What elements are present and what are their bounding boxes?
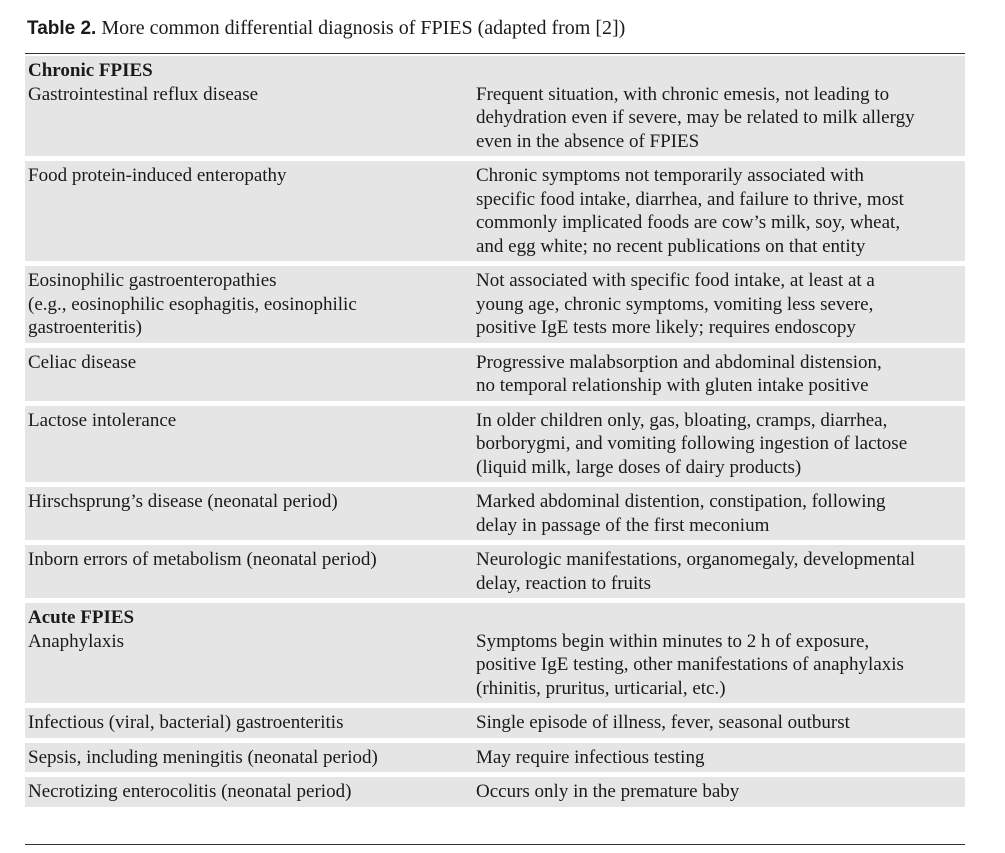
condition-cell xyxy=(28,490,458,514)
description-text: Frequent situation, with chronic emesis, not leading to xyxy=(476,83,890,105)
table-row xyxy=(25,56,965,156)
description-text: (liquid milk, large doses of dairy products) xyxy=(476,456,802,478)
table-row xyxy=(25,545,965,598)
description-text: (rhinitis, pruritus, urticarial, etc.) xyxy=(476,677,726,699)
condition-cell xyxy=(28,164,458,188)
condition-text: gastroenteritis) xyxy=(28,317,142,338)
condition-text: Celiac disease xyxy=(28,351,137,373)
table-row xyxy=(25,708,965,738)
condition-text: Inborn errors of metabolism (neonatal period) xyxy=(28,549,377,570)
table-row xyxy=(25,603,965,703)
condition-text: Lactose intolerance xyxy=(28,409,177,431)
description-text: In older children only, gas, bloating, cramps, diarrhea, xyxy=(476,409,888,431)
condition-cell xyxy=(28,548,458,572)
condition-text: Hirschsprung’s disease (neonatal period) xyxy=(28,491,338,512)
description-text: and egg white; no recent publications on that entity xyxy=(476,235,866,257)
description-text: Progressive malabsorption and abdominal distension, xyxy=(476,351,882,373)
table-label: Table 2. xyxy=(27,18,97,39)
condition-cell xyxy=(28,351,458,375)
condition-text: Sepsis, including meningitis (neonatal period) xyxy=(28,746,378,768)
description-text: Neurologic manifestations, organomegaly, developmental xyxy=(476,549,915,570)
table-caption xyxy=(27,14,977,43)
description-text: positive IgE testing, other manifestations of anaphylaxis xyxy=(476,654,904,675)
condition-text: Anaphylaxis xyxy=(28,630,125,652)
table-row xyxy=(25,487,965,540)
description-text: specific food intake, diarrhea, and failure to thrive, most xyxy=(476,188,904,210)
description-cell xyxy=(476,711,966,735)
table-row xyxy=(25,743,965,773)
table-row xyxy=(25,348,965,401)
description-text: young age, chronic symptoms, vomiting less severe, xyxy=(476,293,874,315)
description-cell xyxy=(476,164,966,258)
section-heading: Chronic FPIES xyxy=(28,60,153,81)
description-text: Occurs only in the premature baby xyxy=(476,781,740,802)
condition-text: Eosinophilic gastroenteropathies xyxy=(28,270,277,291)
condition-cell xyxy=(28,780,458,804)
table-row xyxy=(25,406,965,483)
description-text: Symptoms begin within minutes to 2 h of exposure, xyxy=(476,630,870,652)
condition-cell xyxy=(28,269,458,340)
description-cell xyxy=(476,746,966,770)
condition-cell xyxy=(28,746,458,770)
condition-text: Gastrointestinal reflux disease xyxy=(28,83,259,105)
description-text: Chronic symptoms not temporarily associated with xyxy=(476,165,864,186)
description-cell xyxy=(476,490,966,537)
description-cell xyxy=(476,630,966,701)
description-text: May require infectious testing xyxy=(476,746,705,768)
description-text: commonly implicated foods are cow’s milk, soy, wheat, xyxy=(476,212,901,233)
description-text: Marked abdominal distention, constipation, following xyxy=(476,491,886,512)
description-text: dehydration even if severe, may be related to milk allergy xyxy=(476,107,915,128)
description-cell xyxy=(476,351,966,398)
table-row xyxy=(25,161,965,261)
condition-text: Infectious (viral, bacterial) gastroenteritis xyxy=(28,712,344,733)
description-text: delay in passage of the first meconium xyxy=(476,514,770,536)
description-text: Single episode of illness, fever, seasonal outburst xyxy=(476,712,850,733)
condition-text: (e.g., eosinophilic esophagitis, eosinophilic xyxy=(28,293,357,315)
table-body xyxy=(25,56,965,812)
description-text: delay, reaction to fruits xyxy=(476,572,651,594)
table-row xyxy=(25,266,965,343)
description-cell xyxy=(476,780,966,804)
table-bottom-rule xyxy=(25,844,965,845)
description-cell xyxy=(476,83,966,154)
condition-text: Necrotizing enterocolitis (neonatal period) xyxy=(28,781,352,802)
table-title: More common differential diagnosis of FPIES (adapted from [2]) xyxy=(101,17,626,39)
description-cell xyxy=(476,548,966,595)
description-text: no temporal relationship with gluten intake positive xyxy=(476,375,869,396)
condition-cell xyxy=(28,711,458,735)
section-heading: Acute FPIES xyxy=(28,607,135,628)
description-text: positive IgE tests more likely; requires endoscopy xyxy=(476,317,856,338)
description-text: even in the absence of FPIES xyxy=(476,130,700,152)
description-text: borborygmi, and vomiting following ingestion of lactose xyxy=(476,433,908,454)
table-top-rule xyxy=(25,53,965,54)
table-row xyxy=(25,777,965,807)
condition-cell xyxy=(28,606,458,653)
condition-cell xyxy=(28,59,458,106)
description-cell xyxy=(476,409,966,480)
condition-cell xyxy=(28,409,458,433)
condition-text: Food protein-induced enteropathy xyxy=(28,165,287,186)
description-cell xyxy=(476,269,966,340)
description-text: Not associated with specific food intake, at least at a xyxy=(476,270,875,291)
